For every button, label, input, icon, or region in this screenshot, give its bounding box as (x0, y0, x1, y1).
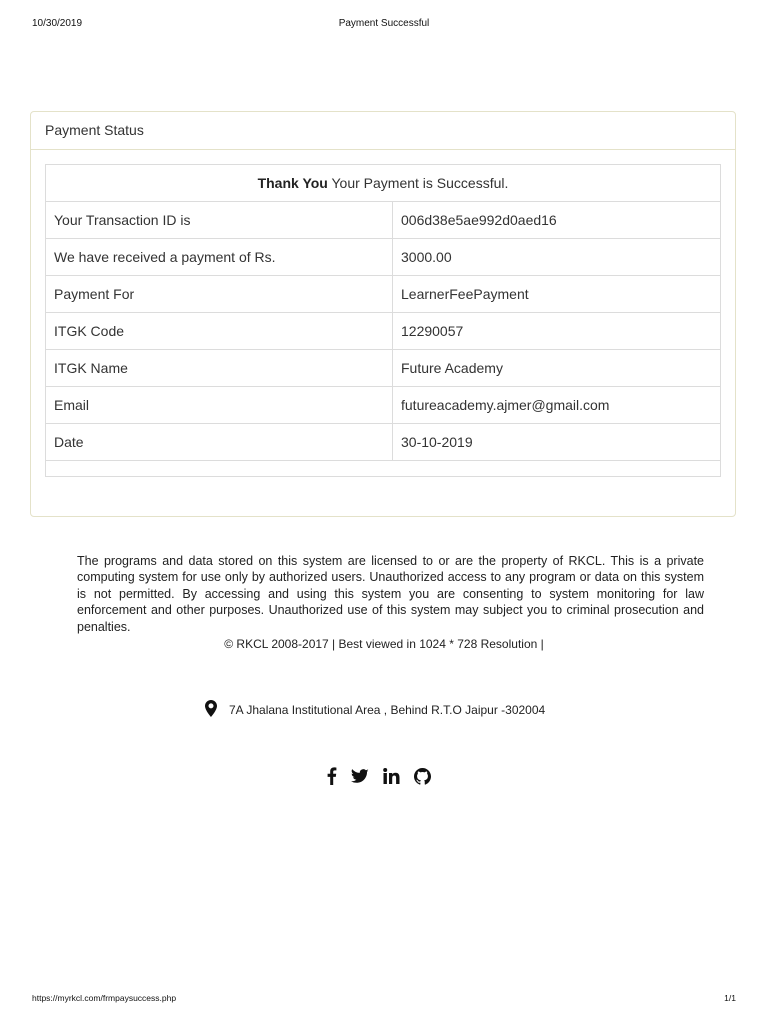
itgk-code-value: 12290057 (393, 313, 721, 350)
success-text: Your Payment is Successful. (327, 175, 509, 191)
twitter-icon[interactable] (351, 769, 369, 789)
itgk-name-value: Future Academy (393, 350, 721, 387)
table-row (46, 276, 721, 313)
amount-label: We have received a payment of Rs. (46, 239, 393, 276)
disclaimer-text: The programs and data stored on this system are licensed to or are the property of RKCL. This is a private computing system for use only by authorized users. Unauthorized access to any program or data on this system is not permitted. By accessing and using this system you are consenting to system monitoring for law enforcement and other purposes. Unauthorized use of this system may subject you to criminal prosecution and penalties. (77, 554, 704, 634)
success-message-row (46, 165, 721, 202)
date-value: 30-10-2019 (393, 424, 721, 461)
table-row (46, 424, 721, 461)
map-pin-icon (205, 700, 217, 720)
empty-cell (46, 461, 721, 477)
amount-value: 3000.00 (393, 239, 721, 276)
email-value: futureacademy.ajmer@gmail.com (393, 387, 721, 424)
table-row (46, 202, 721, 239)
itgk-code-label: ITGK Code (46, 313, 393, 350)
address-text: 7A Jhalana Institutional Area , Behind R.T.O Jaipur -302004 (229, 703, 546, 717)
copyright-text: © RKCL 2008-2017 | Best viewed in 1024 * 728 Resolution | (224, 637, 544, 651)
print-date: 10/30/2019 (32, 18, 83, 29)
table-row (46, 350, 721, 387)
success-message (46, 165, 721, 202)
linkedin-icon[interactable] (383, 768, 400, 789)
payment-for-label: Payment For (46, 276, 393, 313)
page-url: https://myrkcl.com/frmpaysuccess.php (32, 993, 177, 1003)
print-page-title: Payment Successful (338, 18, 430, 29)
empty-row (46, 461, 721, 477)
itgk-name-label: ITGK Name (46, 350, 393, 387)
payment-details-table (45, 164, 721, 477)
email-label: Email (46, 387, 393, 424)
address (205, 700, 545, 720)
transaction-id-value: 006d38e5ae992d0aed16 (393, 202, 721, 239)
transaction-id-label: Your Transaction ID is (46, 202, 393, 239)
table-row (46, 387, 721, 424)
payment-status-panel (30, 111, 736, 517)
page-count: 1/1 (724, 993, 736, 1003)
table-row (46, 239, 721, 276)
facebook-icon[interactable] (326, 767, 337, 790)
panel-heading: Payment Status (31, 112, 735, 150)
date-label: Date (46, 424, 393, 461)
table-row (46, 313, 721, 350)
social-links (326, 767, 445, 790)
payment-for-value: LearnerFeePayment (393, 276, 721, 313)
thank-you-text: Thank You (257, 175, 328, 191)
github-icon[interactable] (414, 768, 431, 790)
